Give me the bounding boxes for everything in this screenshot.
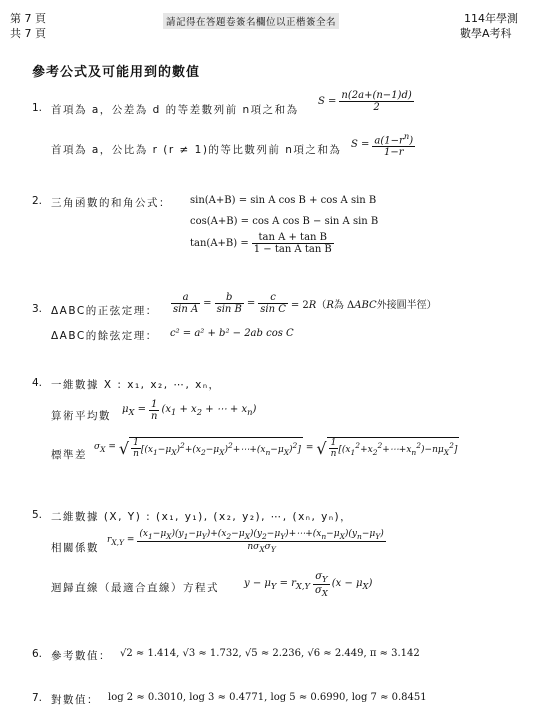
item-number: 2. <box>32 195 43 207</box>
formula-line: cos(A+B) = cos A cos B − sin A sin B <box>190 216 379 227</box>
formula: √2 ≈ 1.414, √3 ≈ 1.732, √5 ≈ 2.236, √6 ≈ 2.449, π ≈ 3.142 <box>120 648 420 659</box>
item-text: 首項為 a，公比為 r (r ≠ 1)的等比數列前 n項之和為 <box>51 144 342 156</box>
item-text: 三角函數的和角公式： <box>51 197 171 209</box>
item-number: 6. <box>32 648 43 660</box>
total-pages: 共 7 頁 <box>10 27 46 40</box>
formula: $\frac{a}{\text{sin A}}$ = $\frac{b}{\text{sin B}}$ = $\frac{c}{\text{sin C}}$ = 2R（R為 ΔABC外接圓半徑） <box>173 292 437 315</box>
formula: $y - \mu_Y = r_{X,Y}$ $\frac{\sigma_Y}{\sigma_X}$ $(x - \mu_X)$ <box>244 571 373 598</box>
formula: $\sigma_X$ = √ $\frac{1}{n}$ $[(x_1-\mu_X)^2+(x_2-\mu_X)^2+\cdots+(x_n-\mu_X)^2]$ = √ $\frac{1}{n}$ $[(x_1^2+x_2^2+\cdots+x_n^2)-n\mu_X^2]$ <box>94 438 458 459</box>
item-text: ΔABC的餘弦定理： <box>51 330 158 342</box>
item-number: 4. <box>32 377 43 389</box>
formula: c² = a² + b² − 2ab cos C <box>170 328 294 339</box>
item-text: 相關係數 <box>51 542 99 554</box>
item-number: 5. <box>32 509 43 521</box>
exam-year: 114年學測 <box>464 12 518 25</box>
item-text: 對數值： <box>51 694 99 706</box>
item-number: 1. <box>32 102 43 114</box>
page-title: 參考公式及可能用到的數值 <box>32 65 201 80</box>
formula: $r_{X,Y}$ = $\frac{(x_1-\mu_X)(y_1-\mu_Y)+(x_2-\mu_X)(y_2-\mu_Y)+\cdots+(x_n-\mu_X)(y_n-\mu_Y)}{n\sigma_X\sigma_Y}$ <box>107 529 384 554</box>
page-number: 第 7 頁 <box>10 12 46 25</box>
formula-line: sin(A+B) = sin A cos B + cos A sin B <box>190 195 377 206</box>
formula: S = $\frac{n(2a+(n-1)d)}{2}$ <box>318 90 412 113</box>
item-text: 二維數據 (X, Y) : (x₁, y₁), (x₂, y₂), ⋯, (xₙ, yₙ)， <box>51 511 353 523</box>
item-text: 首項為 a，公差為 d 的等差數列前 n項之和為 <box>51 104 299 116</box>
exam-subject: 數學A考科 <box>460 27 512 40</box>
item-text: 迴歸直線（最適合直線）方程式 <box>51 582 219 594</box>
formula: S = $\frac{a(1-r^n)}{1-r}$ <box>351 131 414 159</box>
formula: tan(A+B) = $\frac{\text{tan A + tan B}}{\text{1 − tan A tan B}}$ <box>190 232 332 255</box>
item-text: 標準差 <box>51 449 87 461</box>
item-text: 參考數值： <box>51 650 111 662</box>
item-text: ΔABC的正弦定理： <box>51 305 158 317</box>
item-number: 7. <box>32 692 43 704</box>
item-text: 算術平均數 <box>51 410 111 422</box>
item-number: 3. <box>32 303 43 315</box>
signature-notice: 請記得在答題卷簽名欄位以正楷簽全名 <box>163 13 339 29</box>
formula: $\mu_X$ = $\frac{1}{n}$ ($x_1 + x_2$ + ⋯ + $x_n$) <box>122 399 257 422</box>
item-text: 一維數據 X : x₁, x₂, ⋯, xₙ， <box>51 379 221 391</box>
formula: log 2 ≈ 0.3010, log 3 ≈ 0.4771, log 5 ≈ 0.6990, log 7 ≈ 0.8451 <box>108 692 427 703</box>
